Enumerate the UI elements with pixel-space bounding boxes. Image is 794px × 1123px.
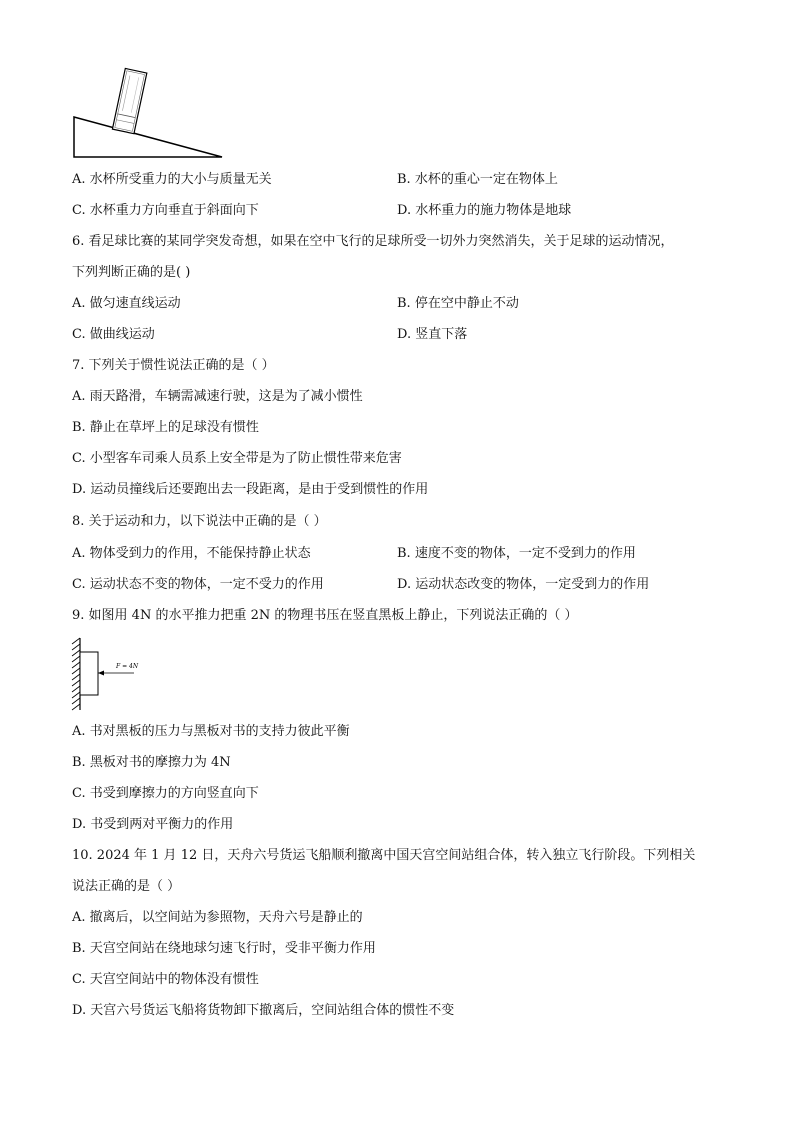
q6-option-c[interactable]: C. 做曲线运动	[72, 327, 155, 342]
book-on-wall-figure	[72, 638, 152, 714]
q8-option-a[interactable]: A. 物体受到力的作用，不能保持静止状态	[72, 546, 311, 561]
incline-cup-figure	[72, 66, 232, 162]
q6-option-b[interactable]: B. 停在空中静止不动	[397, 296, 519, 311]
q6-option-a[interactable]: A. 做匀速直线运动	[72, 296, 181, 311]
q10-option-a[interactable]: A. 撤离后，以空间站为参照物，天舟六号是静止的	[72, 910, 363, 925]
q5-option-b[interactable]: B. 水杯的重心一定在物体上	[397, 172, 558, 187]
q7-option-a[interactable]: A. 雨天路滑，车辆需减速行驶，这是为了减小惯性	[72, 389, 363, 404]
q9-option-a[interactable]: A. 书对黑板的压力与黑板对书的支持力彼此平衡	[72, 724, 350, 739]
q5-option-c[interactable]: C. 水杯重力方向垂直于斜面向下	[72, 203, 259, 218]
q5-option-d[interactable]: D. 水杯重力的施力物体是地球	[397, 203, 572, 218]
q8-option-c[interactable]: C. 运动状态不变的物体，一定不受力的作用	[72, 577, 324, 592]
q10-stem-line1: 10. 2024 年 1 月 12 日，天舟六号货运飞船顺利撤离中国天宫空间站组合体，转入独立飞行阶段。下列相关	[72, 848, 696, 863]
q8-option-d[interactable]: D. 运动状态改变的物体，一定受到力的作用	[397, 577, 650, 592]
q7-option-d[interactable]: D. 运动员撞线后还要跑出去一段距离，是由于受到惯性的作用	[72, 482, 429, 497]
q9-option-b[interactable]: B. 黑板对书的摩擦力为 4N	[72, 755, 231, 770]
q7-option-b[interactable]: B. 静止在草坪上的足球没有惯性	[72, 420, 259, 435]
q8-stem: 8. 关于运动和力，以下说法中正确的是（ ）	[72, 514, 327, 529]
q8-option-b[interactable]: B. 速度不变的物体，一定不受到力的作用	[397, 546, 636, 561]
q7-option-c[interactable]: C. 小型客车司乘人员系上安全带是为了防止惯性带来危害	[72, 451, 402, 466]
q6-stem-line1: 6. 看足球比赛的某同学突发奇想，如果在空中飞行的足球所受一切外力突然消失，关于足球的运动情况，	[72, 234, 674, 249]
q10-stem-line2: 说法正确的是（ ）	[72, 879, 181, 894]
q9-stem: 9. 如图用 4N 的水平推力把重 2N 的物理书压在竖直黑板上静止，下列说法正确的（ ）	[72, 608, 578, 623]
q10-option-c[interactable]: C. 天宫空间站中的物体没有惯性	[72, 972, 259, 987]
q10-option-b[interactable]: B. 天宫空间站在绕地球匀速飞行时，受非平衡力作用	[72, 941, 376, 956]
q10-option-d[interactable]: D. 天宫六号货运飞船将货物卸下撤离后，空间站组合体的惯性不变	[72, 1003, 455, 1018]
q6-stem-line2: 下列判断正确的是( )	[72, 265, 191, 280]
q9-option-c[interactable]: C. 书受到摩擦力的方向竖直向下	[72, 786, 259, 801]
q7-stem: 7. 下列关于惯性说法正确的是（ ）	[72, 358, 275, 373]
force-label: F = 4N	[116, 663, 139, 670]
q5-option-a[interactable]: A. 水杯所受重力的大小与质量无关	[72, 172, 272, 187]
q9-option-d[interactable]: D. 书受到两对平衡力的作用	[72, 817, 234, 832]
q6-option-d[interactable]: D. 竖直下落	[397, 327, 468, 342]
